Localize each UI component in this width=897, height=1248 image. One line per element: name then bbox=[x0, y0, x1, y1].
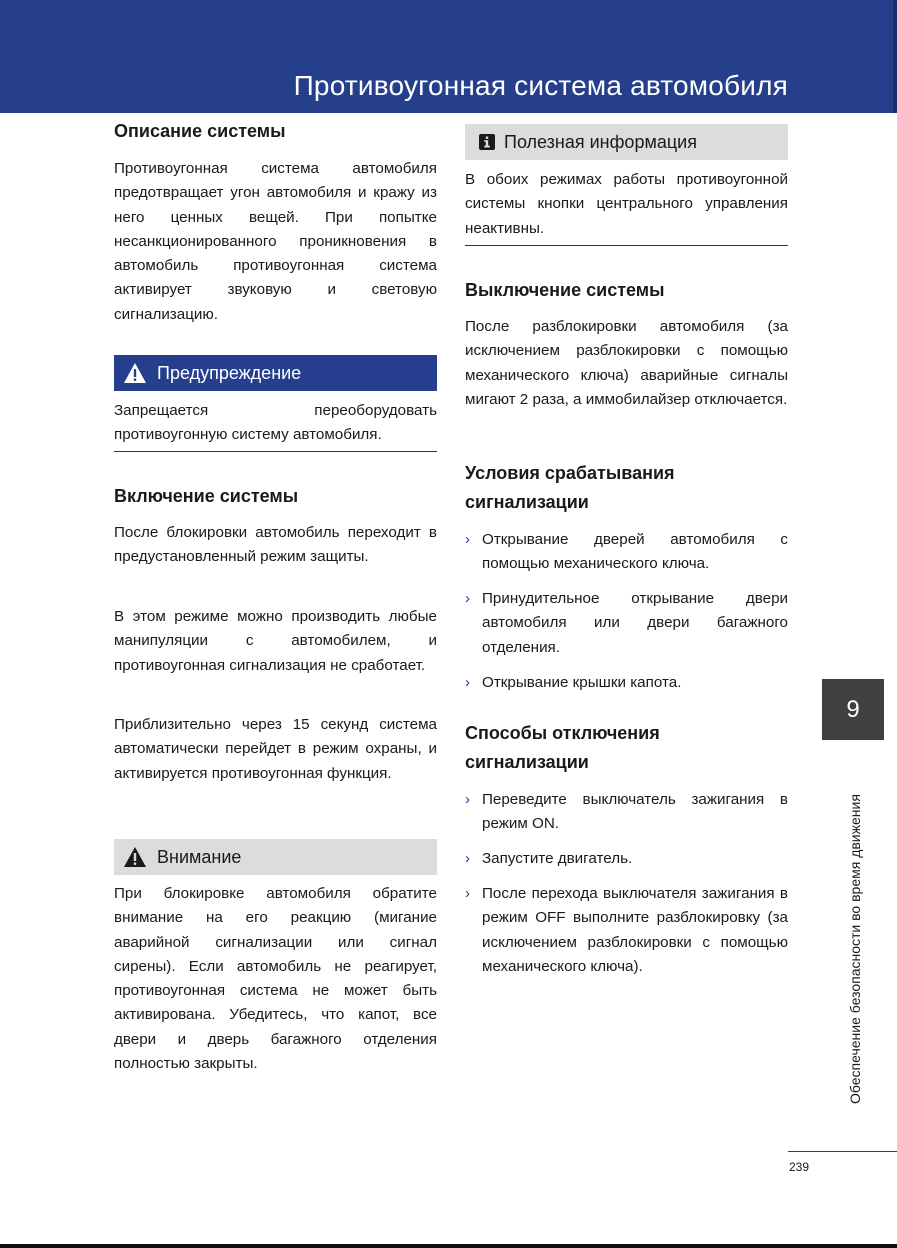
info-icon bbox=[478, 133, 496, 151]
page-number: 239 bbox=[789, 1160, 810, 1174]
section-heading-disarm-cont: сигнализации bbox=[465, 752, 589, 772]
info-text: В обоих режимах работы противоугонной системы кнопки центрального управления неактивны. bbox=[465, 171, 788, 237]
activation-paragraph: В этом режиме можно производить любые манипуляции с автомобилем, и противоугонная сигнализация не сработает. bbox=[114, 608, 437, 674]
page-header bbox=[0, 0, 897, 113]
section-heading-deactivation: Выключение системы bbox=[465, 280, 665, 300]
section-heading-triggers: Условия срабатывания bbox=[465, 463, 675, 483]
chevron-right-icon: › bbox=[465, 885, 470, 902]
section-heading-triggers-cont: сигнализации bbox=[465, 492, 589, 512]
section-heading-disarm: Способы отключения bbox=[465, 723, 660, 743]
description-text: Противоугонная система автомобиля предотвращает угон автомобиля и кражу из него ценных вещей. При попытке несанкционированного проникновения в автомобиль противоугонная система активирует звуковую и световую сигнализацию. bbox=[114, 160, 437, 323]
attention-label: Внимание bbox=[157, 846, 242, 867]
chapter-number: 9 bbox=[846, 695, 860, 723]
chevron-right-icon: › bbox=[465, 590, 470, 607]
warning-callout bbox=[114, 355, 437, 391]
chevron-right-icon: › bbox=[465, 850, 470, 867]
chevron-right-icon: › bbox=[465, 791, 470, 808]
deactivation-text: После разблокировки автомобиля (за исключением разблокировки с помощью механического ключа) аварийные сигналы мигают 2 раза, а иммобилайзер отключается. bbox=[465, 318, 788, 408]
section-heading-activation: Включение системы bbox=[114, 486, 299, 506]
page-bottom-edge bbox=[0, 1244, 897, 1248]
warning-triangle-icon bbox=[123, 362, 147, 384]
warning-text: Запрещается переоборудовать противоугонную систему автомобиля. bbox=[114, 402, 437, 444]
chevron-right-icon: › bbox=[465, 531, 470, 548]
attention-text: При блокировке автомобиля обратите внимание на его реакцию (мигание аварийной сигнализации или сигнал сирены). Если автомобиль не реагирует, противоугонная система не может быть активирована. Убедитесь, что капот, все двери и дверь багажного отделения полностью закрыты. bbox=[114, 885, 437, 1073]
info-label: Полезная информация bbox=[504, 131, 697, 152]
info-callout bbox=[465, 124, 788, 160]
divider bbox=[465, 245, 788, 246]
warning-triangle-icon bbox=[123, 846, 147, 868]
chapter-tab bbox=[822, 679, 884, 740]
page-title: Противоугонная система автомобиля bbox=[293, 70, 788, 101]
page-number-rule bbox=[788, 1151, 897, 1152]
attention-callout bbox=[114, 839, 437, 875]
divider bbox=[114, 451, 437, 452]
header-edge bbox=[893, 0, 897, 113]
activation-paragraph: Приблизительно через 15 секунд система автоматически перейдет в режим охраны, и активируется противоугонная функция. bbox=[114, 716, 437, 782]
activation-paragraph: После блокировки автомобиль переходит в предустановленный режим защиты. bbox=[114, 524, 437, 566]
chevron-right-icon: › bbox=[465, 674, 470, 691]
warning-label: Предупреждение bbox=[157, 362, 302, 383]
chapter-title: Обеспечение безопасности во время движения bbox=[847, 794, 863, 1104]
section-heading-description: Описание системы bbox=[114, 121, 286, 141]
